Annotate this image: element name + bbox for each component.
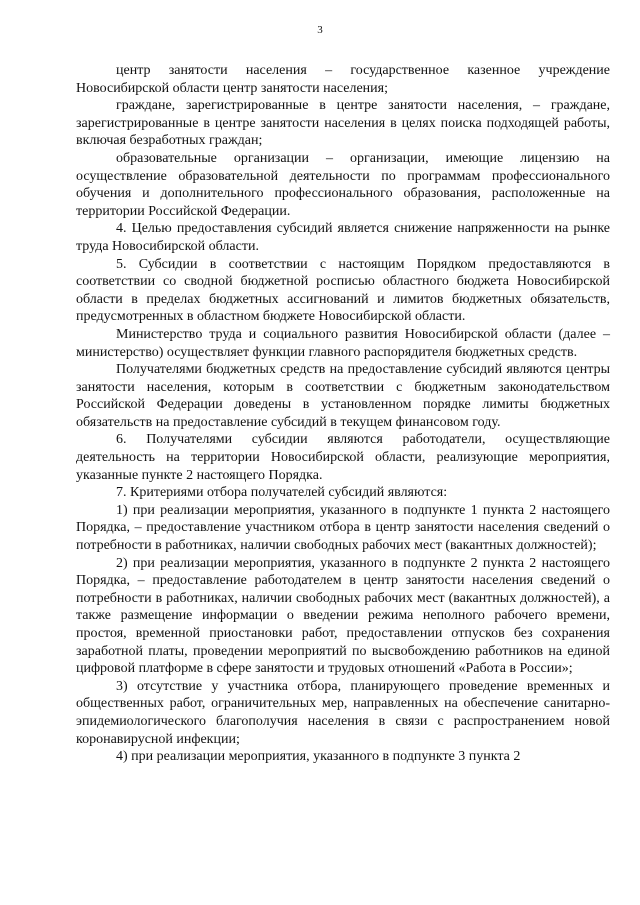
definition-employment-center: центр занятости населения – государственное казенное учреждение Новосибирской области центр занятости населения; bbox=[76, 63, 610, 96]
definition-registered-citizens: граждане, зарегистрированные в центре занятости населения, – граждане, зарегистрированные в центре занятости населения в целях поиска подходящей работы, включая безработных граждан; bbox=[76, 98, 610, 149]
clause-5: 5. Субсидии в соответствии с настоящим Порядком предоставляются в соответствии со сводной бюджетной росписью областного бюджета Новосибирской области в пределах бюджетных ассигнований и лимитов бюджетных обязательств, предусмотренных в областном бюджете Новосибирской области. bbox=[76, 256, 610, 325]
document-body bbox=[76, 62, 610, 766]
clause-4: 4. Целью предоставления субсидий является снижение напряженности на рынке труда Новосибирской области. bbox=[76, 221, 610, 254]
clause-6: 6. Получателями субсидии являются работодатели, осуществляющие деятельность на территории Новосибирской области, реализующие мероприятия, указанные пункте 2 настоящего Порядка. bbox=[76, 432, 610, 483]
clause-7-item-4: 4) при реализации мероприятия, указанного в подпункте 3 пункта 2 bbox=[116, 749, 521, 765]
clause-7-item-1: 1) при реализации мероприятия, указанного в подпункте 1 пункта 2 настоящего Порядка, – предоставление участником отбора в центр занятости населения сведений о потребности в работниках, наличии свободных рабочих мест (вакантных должностей); bbox=[76, 502, 610, 554]
clause-7-item-2: 2) при реализации мероприятия, указанного в подпункте 2 пункта 2 настоящего Порядка, – предоставление работодателем в центр занятости населения сведений о потребности в работниках, наличии свободных рабочих мест (вакантных должностей), а также размещение информации о введении режима неполного рабочего времени, простоя, временной приостановки работ, предоставлении отпусков без сохранения заработной платы, проведении мероприятий по высвобождению работников на единой цифровой платформе в сфере занятости и трудовых отношений «Работа в России»; bbox=[76, 555, 610, 677]
clause-7-item-3: 3) отсутствие у участника отбора, планирующего проведение временных и общественных работ, ограничительных мер, направленных на обеспечение санитарно-эпидемиологического благополучия населения в связи с распространением новой коронавирусной инфекции; bbox=[76, 678, 610, 747]
clause-5-recipients: Получателями бюджетных средств на предоставление субсидий являются центры занятости населения, которым в соответствии с бюджетным законодательством Российской Федерации доведены в установленном порядке лимиты бюджетных обязательств на предоставление субсидий в текущем финансовом году. bbox=[76, 362, 610, 430]
definition-educational-organizations: образовательные организации – организации, имеющие лицензию на осуществление образовательной деятельности по программам профессионального обучения и дополнительного профессионального образования, расположенные на территории Российской Федерации. bbox=[76, 150, 610, 219]
clause-7: 7. Критериями отбора получателей субсидий являются: bbox=[116, 485, 448, 501]
page-number: 3 bbox=[317, 24, 323, 36]
clause-5-ministry: Министерство труда и социального развития Новосибирской области (далее – министерство) осуществляет функции главного распорядителя бюджетных средств. bbox=[76, 326, 610, 360]
